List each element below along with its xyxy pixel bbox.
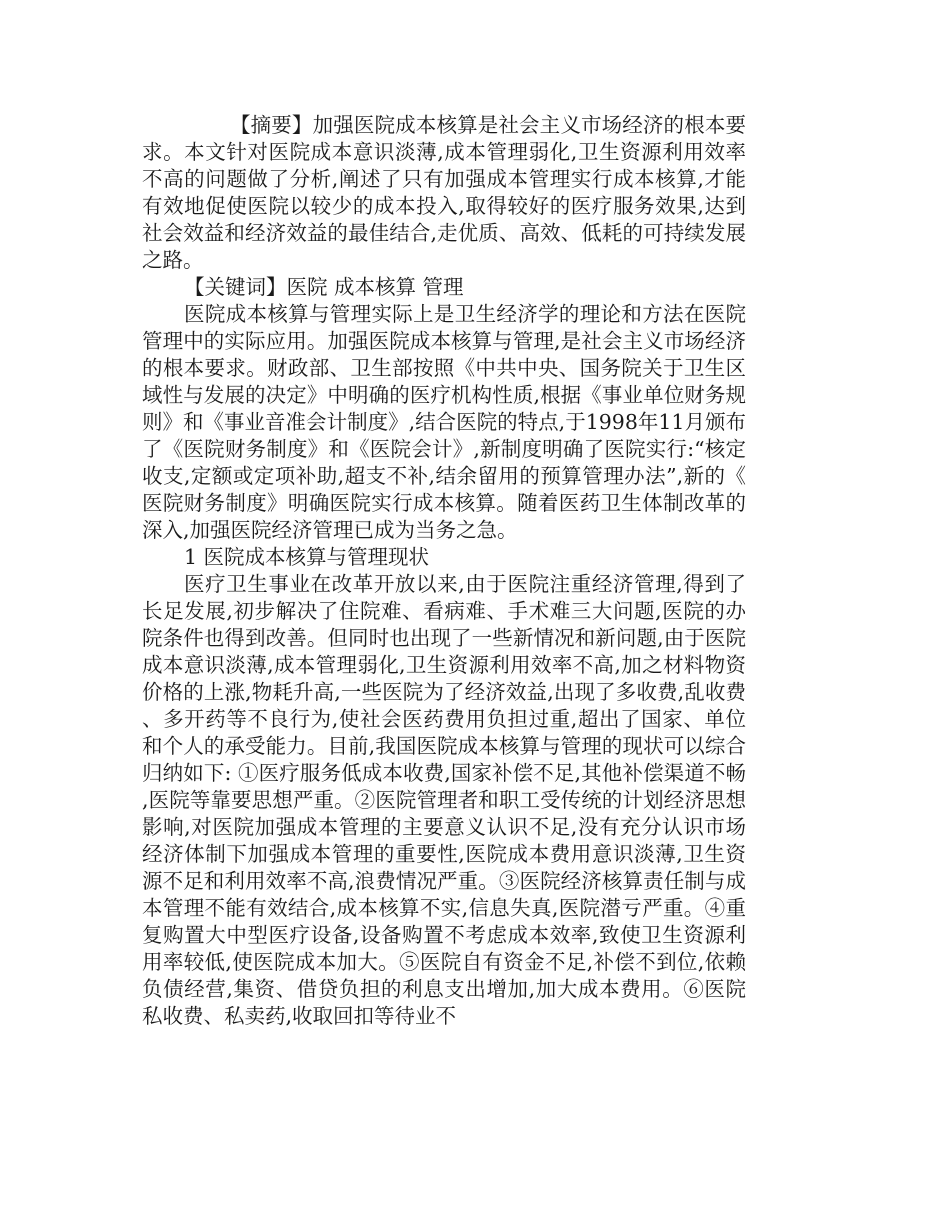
section-heading: 1 医院成本核算与管理现状	[184, 545, 430, 569]
abstract-paragraph: 【摘要】加强医院成本核算是社会主义市场经济的根本要求。本文针对医院成本意识淡薄,成本管理弱化,卫生资源利用效率不高的问题做了分析,阐述了只有加强成本管理实行成本核算,才能有效地促使医院以较少的成本投入,取得较好的医疗服务效果,达到社会效益和经济效益的最佳结合,走优质、高效、低耗的可持续发展之路。	[142, 113, 746, 272]
keywords-paragraph: 【关键词】医院 成本核算 管理	[184, 275, 464, 299]
status-paragraph: 医疗卫生事业在改革开放以来,由于医院注重经济管理,得到了长足发展,初步解决了住院难、看病难、手术难三大问题,医院的办院条件也得到改善。但同时也出现了一些新情况和新问题,由于医院成本意识淡薄,成本管理弱化,卫生资源利用效率不高,加之材料物资价格的上涨,物耗升高,一些医院为了经济效益,出现了多收费,乱收费、多开药等不良行为,使社会医药费用负担过重,超出了国家、单位和个人的承受能力。目前,我国医院成本核算与管理的现状可以综合归纳如下: ①医疗服务低成本收费,国家补偿不足,其他补偿渠道不畅,医院等靠要思想严重。②医院管理者和职工受传统的计划经济思想影响,对医院加强成本管理的主要意义认识不足,没有充分认识市场经济体制下加强成本管理的重要性,医院成本费用意识淡薄,卫生资源不足和利用效率不高,浪费情况严重。③医院经济核算责任制与成本管理不能有效结合,成本核算不实,信息失真,医院潜亏严重。④重复购置大中型医疗设备,设备购置不考虑成本效率,致使卫生资源利用率较低,使医院成本加大。⑤医院自有资金不足,补偿不到位,依赖负债经营,集资、借贷负担的利息支出增加,加大成本费用。⑥医院私收费、私卖药,收取回扣等待业不	[142, 572, 746, 1028]
intro-paragraph: 医院成本核算与管理实际上是卫生经济学的理论和方法在医院管理中的实际应用。加强医院成本核算与管理,是社会主义市场经济的根本要求。财政部、卫生部按照《中共中央、国务院关于卫生区域性与发展的决定》中明确的医疗机构性质,根据《事业单位财务规则》和《事业音准会计制度》,结合医院的特点,于1998年11月颁布了《医院财务制度》和《医院会计》,新制度明确了医院实行:“核定收支,定额或定项补助,超支不补,结余留用的预算管理办法”,新的《医院财务制度》明确医院实行成本核算。随着医药卫生体制改革的深入,加强医院经济管理已成为当务之急。	[142, 302, 746, 542]
article-body	[142, 112, 746, 1030]
